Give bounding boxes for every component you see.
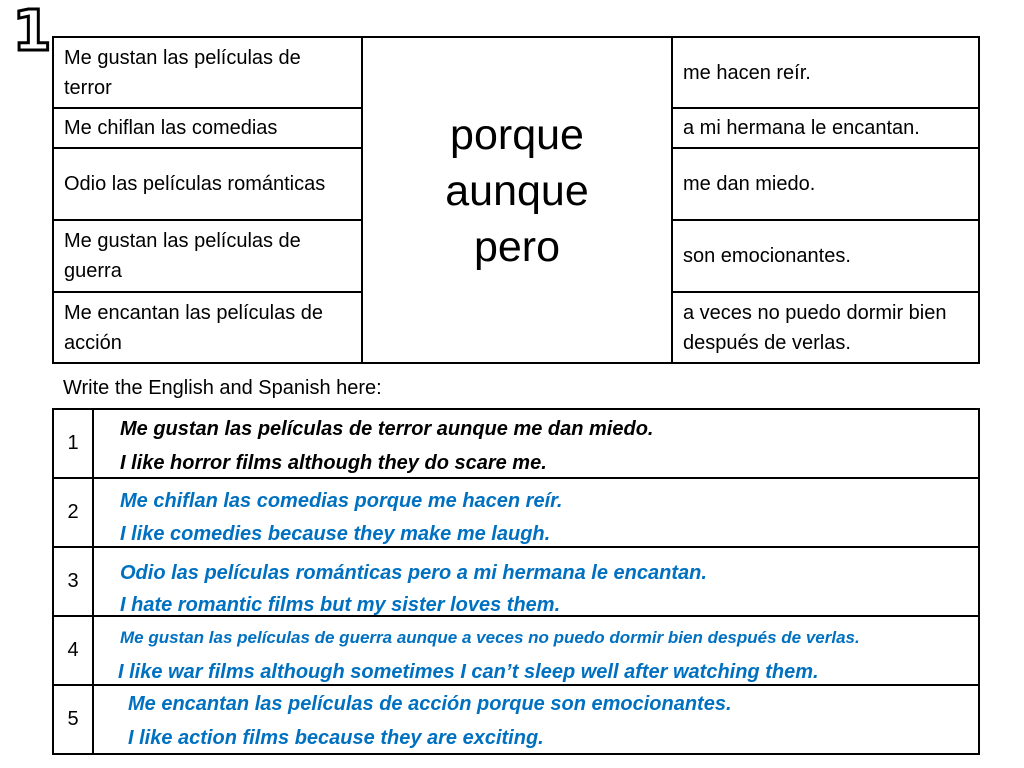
grid-left-text: Me gustan las películas de guerra bbox=[64, 230, 301, 282]
grid-left-text: Me gustan las películas de terror bbox=[64, 46, 301, 99]
instruction-text: Write the English and Spanish here: bbox=[63, 377, 382, 399]
answer-row bbox=[52, 477, 980, 548]
grid-right-text: son emocionantes. bbox=[683, 245, 851, 267]
answer-cell[interactable] bbox=[92, 615, 980, 686]
grid-right-text: me dan miedo. bbox=[683, 173, 816, 195]
grid-right-text: me hacen reír. bbox=[683, 61, 811, 84]
answer-cell[interactable] bbox=[92, 684, 980, 755]
answer-number: 4 bbox=[52, 615, 94, 686]
answer-number: 5 bbox=[52, 684, 94, 755]
grid-left-cell bbox=[52, 36, 363, 109]
answer-number: 1 bbox=[52, 408, 94, 479]
grid-left-cell bbox=[52, 219, 363, 293]
answer-english: I like comedies because they make me laugh. bbox=[120, 523, 551, 545]
answer-number: 2 bbox=[52, 477, 94, 548]
grid-left-text: Odio las películas románticas bbox=[64, 173, 326, 195]
answer-spanish: Me gustan las películas de terror aunque me dan miedo. bbox=[120, 418, 654, 440]
grid-left-text: Me encantan las películas de acción bbox=[64, 301, 324, 354]
answer-english: I like horror films although they do scare me. bbox=[120, 452, 547, 474]
answer-cell[interactable] bbox=[92, 477, 980, 548]
answer-cell[interactable] bbox=[92, 408, 980, 479]
answer-english: I hate romantic films but my sister loves them. bbox=[120, 594, 561, 616]
answer-spanish: Me gustan las películas de guerra aunque a veces no puedo dormir bien después de verlas. bbox=[120, 628, 860, 647]
answer-english: I like action films because they are exciting. bbox=[128, 727, 544, 749]
grid-right-cell bbox=[671, 36, 980, 109]
conjunctions-cell bbox=[361, 36, 673, 364]
slide-number: 1 bbox=[12, 0, 52, 64]
answer-table bbox=[52, 408, 980, 755]
grid-right-cell bbox=[671, 107, 980, 149]
conjunction-pero: pero bbox=[473, 223, 561, 271]
answer-english: I like war films although sometimes I can’t sleep well after watching them. bbox=[118, 661, 819, 683]
answer-spanish: Me chiflan las comedias porque me hacen reír. bbox=[120, 490, 563, 512]
answer-row bbox=[52, 408, 980, 479]
answer-spanish: Me encantan las películas de acción porque son emocionantes. bbox=[128, 693, 732, 715]
grid-right-cell bbox=[671, 147, 980, 221]
answer-row bbox=[52, 615, 980, 686]
sentence-builder-grid bbox=[52, 36, 980, 364]
answer-number: 3 bbox=[52, 546, 94, 617]
grid-right-text: a mi hermana le encantan. bbox=[683, 117, 920, 139]
answer-row bbox=[52, 546, 980, 617]
grid-left-cell bbox=[52, 291, 363, 364]
conjunction-aunque: aunque bbox=[445, 167, 589, 215]
grid-left-cell bbox=[52, 147, 363, 221]
grid-right-cell bbox=[671, 219, 980, 293]
answer-row bbox=[52, 684, 980, 755]
conjunction-porque: porque bbox=[450, 111, 584, 159]
answer-cell[interactable] bbox=[92, 546, 980, 617]
grid-right-cell bbox=[671, 291, 980, 364]
grid-left-text: Me chiflan las comedias bbox=[64, 117, 278, 139]
answer-spanish: Odio las películas románticas pero a mi hermana le encantan. bbox=[120, 562, 707, 584]
grid-right-text: a veces no puedo dormir bien después de verlas. bbox=[683, 301, 947, 354]
grid-left-cell bbox=[52, 107, 363, 149]
